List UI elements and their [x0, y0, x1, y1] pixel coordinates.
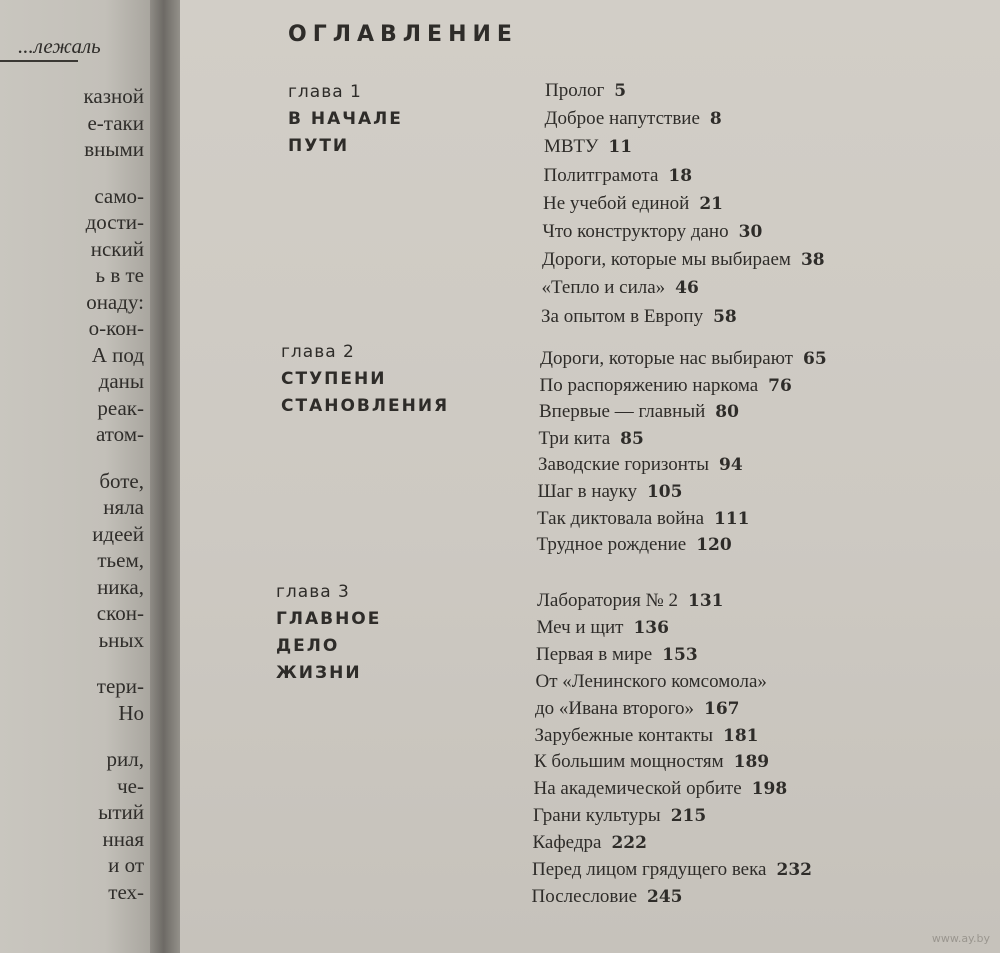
toc-entry [540, 348, 827, 370]
left-page-line: боте, [99, 468, 144, 493]
left-page-line: тери- [96, 674, 144, 698]
toc-entry-title: Перед лицом грядущего века [532, 859, 767, 880]
toc-entry-page: 30 [738, 222, 763, 242]
toc-entry [539, 401, 739, 423]
running-head-rule [0, 60, 78, 62]
watermark: www.ay.by [931, 932, 990, 945]
toc-entry-page: 8 [709, 109, 722, 130]
toc-entry [537, 617, 669, 639]
toc-entry-title: От «Ленинского комсомола» [535, 670, 767, 692]
chapter-title: СТУПЕНИ [281, 369, 387, 389]
chapter-title: ГЛАВНОЕ [276, 609, 382, 629]
toc-entry-title: Зарубежные контакты [534, 724, 713, 746]
chapter-label: глава 2 [281, 342, 355, 362]
toc-entry-page: 80 [715, 402, 739, 423]
toc-entry-title: Политграмота [543, 164, 659, 186]
toc-entry-title: К большим мощностям [534, 751, 724, 773]
toc-entry [533, 832, 647, 854]
toc-entry-page: 5 [614, 81, 627, 101]
left-page-line: е-таки [87, 110, 144, 135]
left-page-line: идеей [92, 521, 144, 546]
toc-entry-page: 38 [800, 250, 825, 271]
toc-entry [537, 590, 724, 612]
left-page-line: че- [117, 773, 144, 798]
running-head: ...лежаль [18, 34, 101, 58]
toc-entry-title: Доброе напутствие [544, 108, 700, 130]
toc-entry [543, 221, 763, 243]
toc-entry [537, 534, 732, 556]
toc-entry [535, 698, 740, 720]
chapter-title: СТАНОВЛЕНИЯ [281, 396, 450, 416]
left-page-line: Но [118, 700, 144, 725]
left-page-line: няла [103, 495, 144, 519]
toc-entry [532, 859, 812, 881]
toc-entry [539, 428, 644, 450]
toc-entry-page: 131 [688, 591, 724, 611]
toc-entry-page: 222 [611, 833, 647, 854]
toc-entry-page: 189 [733, 752, 770, 773]
toc-entry-title: Что конструктору дано [542, 221, 729, 242]
toc-entry-title: По распоряжению наркома [539, 374, 759, 396]
toc-entry-title: Заводские горизонты [538, 454, 710, 476]
toc-entry [543, 193, 723, 215]
toc-entry-page: 153 [662, 644, 698, 665]
chapter-title: ПУТИ [288, 136, 350, 156]
toc-entry-title: «Тепло и сила» [541, 277, 666, 299]
toc-entry-page: 111 [714, 508, 750, 529]
left-page-line: дости- [85, 210, 144, 234]
toc-entry-page: 245 [647, 886, 683, 907]
left-page-line: онаду: [86, 289, 144, 314]
toc-entry-title: Послесловие [531, 885, 638, 907]
toc-entry [538, 481, 683, 503]
toc-entry [536, 671, 767, 693]
left-page-line: вными [84, 137, 144, 161]
left-page-line: даны [98, 369, 144, 393]
left-page-line: реак- [97, 395, 144, 420]
left-page-line: ытий [98, 800, 144, 824]
toc-entry-page: 167 [704, 698, 740, 719]
toc-entry [544, 165, 693, 187]
left-page-line: казной [83, 84, 144, 108]
chapter-title: ЖИЗНИ [276, 663, 362, 683]
left-page-line: тех- [108, 879, 144, 904]
toc-entry-title: Дороги, которые мы выбираем [542, 249, 791, 271]
toc-entry-page: 85 [620, 428, 644, 449]
left-page-line: и от [108, 853, 144, 877]
chapter-title: В НАЧАЛЕ [288, 109, 403, 129]
toc-entry-page: 58 [713, 306, 737, 327]
left-page-line: ьных [98, 627, 144, 652]
toc-entry-title: Шаг в науку [537, 481, 637, 502]
toc-entry-page: 215 [670, 806, 707, 827]
toc-entry-title: Дороги, которые нас выбирают [540, 348, 793, 369]
toc-entry-title: Трудное рождение [536, 534, 687, 556]
left-page-line: скон- [96, 601, 144, 625]
toc-entry-title: Кафедра [532, 832, 602, 854]
toc-title: ОГЛАВЛЕНИЕ [288, 22, 518, 47]
left-page-line: о-кон- [88, 316, 144, 340]
toc-entry-page: 198 [751, 779, 788, 800]
toc-entry [537, 508, 750, 530]
toc-entry-title: МВТУ [544, 136, 599, 158]
toc-entry-page: 21 [699, 193, 724, 214]
book-gutter [150, 0, 184, 953]
toc-entry-title: Меч и щит [536, 616, 624, 638]
left-page-line: ь в те [95, 263, 144, 287]
toc-entry-page: 181 [723, 725, 759, 746]
left-page-line: тьем, [97, 548, 144, 572]
toc-entry [535, 725, 759, 747]
toc-entry-page: 94 [719, 455, 743, 476]
left-page-line: А под [91, 342, 144, 367]
left-page-line: нский [90, 236, 144, 261]
toc-entry [533, 805, 706, 827]
left-page-line: ника, [97, 574, 144, 599]
toc-entry-title: Грани культуры [533, 805, 661, 827]
left-page-line: атом- [95, 422, 144, 446]
toc-entry-page: 46 [675, 278, 699, 299]
toc-entry-page: 11 [608, 137, 633, 158]
toc-entry [536, 644, 698, 666]
toc-entry [545, 80, 626, 102]
toc-entry-title: Впервые — главный [539, 401, 706, 423]
toc-entry-title: На академической орбите [533, 778, 742, 800]
toc-entry [541, 306, 737, 328]
chapter-title: ДЕЛО [276, 636, 340, 656]
chapter-label: глава 1 [288, 82, 362, 102]
toc-entry-title: Не учебой единой [543, 192, 690, 214]
toc-entry-page: 120 [696, 535, 732, 556]
toc-entry [545, 108, 722, 130]
toc-entry-page: 65 [802, 349, 827, 369]
toc-entry [532, 886, 683, 908]
toc-entry-title: Так диктовала война [537, 507, 705, 529]
toc-entry [542, 249, 825, 271]
toc-entry [542, 277, 699, 299]
toc-entry [538, 454, 743, 476]
left-page-line: рил, [106, 747, 144, 771]
toc-entry-title: до «Ивана второго» [535, 697, 695, 719]
toc-entry-title: За опытом в Европу [541, 305, 704, 327]
toc-entry-title: Лаборатория № 2 [537, 590, 679, 611]
left-page [0, 0, 150, 953]
toc-entry-title: Три кита [538, 427, 611, 449]
toc-entry-page: 76 [768, 375, 792, 396]
toc-entry-page: 105 [646, 482, 683, 502]
toc-entry-page: 136 [633, 617, 669, 638]
toc-entry-page: 232 [776, 860, 812, 880]
left-page-line: нная [102, 826, 144, 851]
toc-entry-page: 18 [668, 165, 693, 186]
left-page-line: само- [94, 183, 144, 208]
toc-entry [540, 375, 792, 397]
chapter-label: глава 3 [276, 582, 350, 602]
toc-entry-title: Первая в мире [536, 643, 653, 665]
toc-entry-title: Пролог [545, 80, 605, 101]
toc-entry [534, 751, 769, 773]
toc-entry [544, 136, 632, 158]
toc-entry [534, 778, 788, 800]
